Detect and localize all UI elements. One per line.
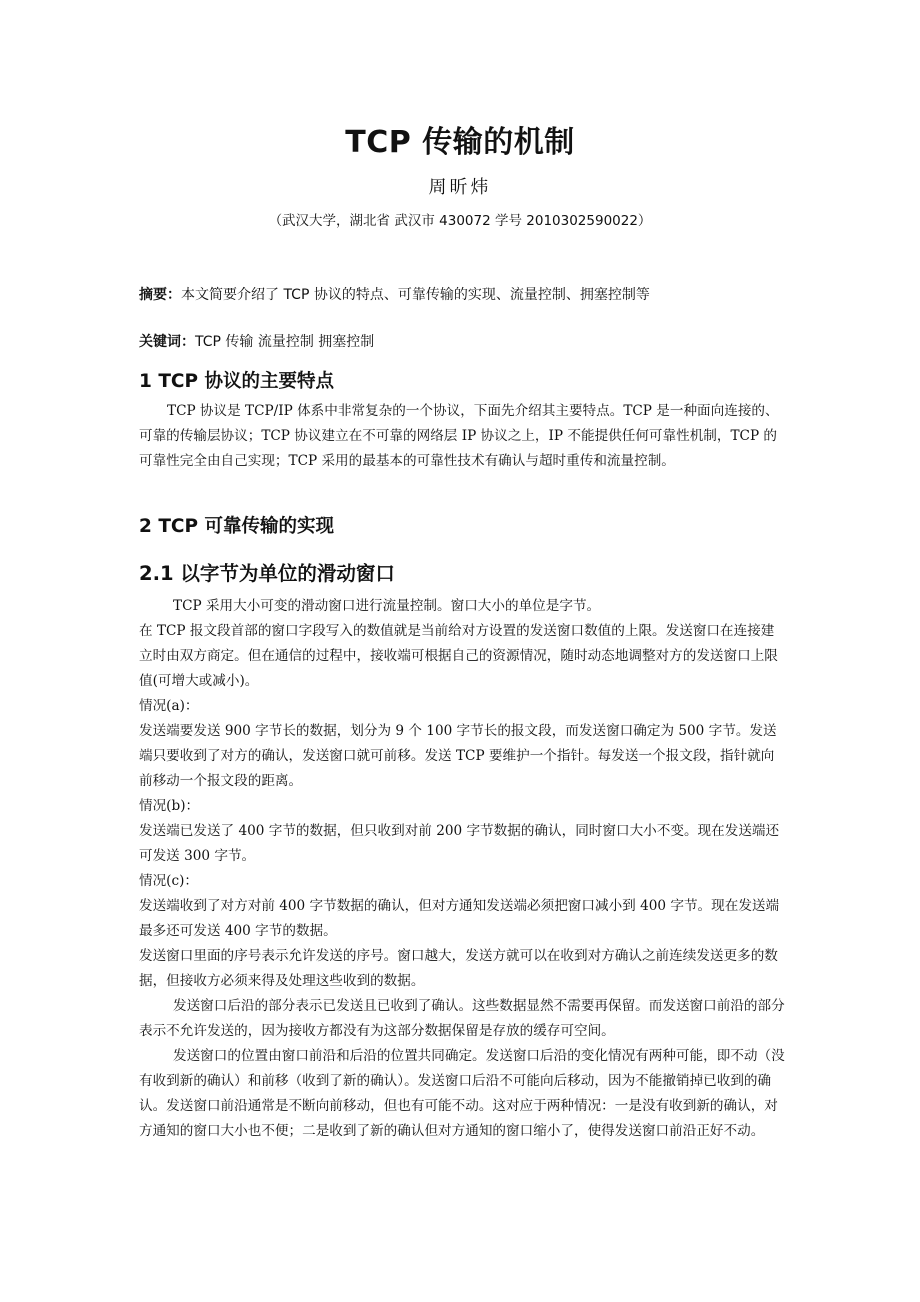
keywords xyxy=(139,331,374,351)
paragraph-window-rear: 发送窗口后沿的部分表示已发送且已收到了确认。这些数据显然不需要再保留。而发送窗口前沿的部分表示不允许发送的，因为接收方都没有为这部分数据保留是存放的缓存可空间。 xyxy=(139,998,785,1039)
section-2-heading: 2 TCP 可靠传输的实现 xyxy=(139,516,335,537)
section-2-1-heading: 2.1 以字节为单位的滑动窗口 xyxy=(139,562,395,585)
abstract xyxy=(139,284,650,304)
paragraph-window-field: 在 TCP 报文段首部的窗口字段写入的数值就是当前给对方设置的发送窗口数值的上限。发送窗口在连接建立时由双方商定。但在通信的过程中，接收端可根据自己的资源情况，随时动态地调整对方的发送窗口上限值(可增大或减小)。 xyxy=(139,623,778,689)
keywords-text: TCP 传输 流量控制 拥塞控制 xyxy=(195,334,375,350)
abstract-label: 摘要： xyxy=(139,287,181,303)
case-b-text: 发送端已发送了 400 字节的数据，但只收到对前 200 字节数据的确认，同时窗口大小不变。现在发送端还可发送 300 字节。 xyxy=(139,823,780,864)
case-c-text: 发送端收到了对方对前 400 字节数据的确认，但对方通知发送端必须把窗口减小到 400 字节。现在发送端最多还可发送 400 字节的数据。 xyxy=(139,898,780,939)
section-1-heading: 1 TCP 协议的主要特点 xyxy=(139,371,335,392)
author-name: 周昕炜 xyxy=(428,177,492,198)
section-1-paragraph: TCP 协议是 TCP/IP 体系中非常复杂的一个协议，下面先介绍其主要特点。TCP 是一种面向连接的、可靠的传输层协议；TCP 协议建立在不可靠的网络层 IP 协议之上，IP 不能提供任何可靠性机制，TCP 的可靠性完全由自己实现；TCP 采用的最基本的可靠性技术有确认与超时重传和流量控制。 xyxy=(139,403,779,469)
abstract-text: 本文简要介绍了 TCP 协议的特点、可靠传输的实现、流量控制、拥塞控制等 xyxy=(181,287,650,303)
paragraph-window-unit: TCP 采用大小可变的滑动窗口进行流量控制。窗口大小的单位是字节。 xyxy=(173,598,601,614)
case-a-text: 发送端要发送 900 字节长的数据，划分为 9 个 100 字节长的报文段，而发送窗口确定为 500 字节。发送端只要收到了对方的确认，发送窗口就可前移。发送 TCP 要维护一个指针。每发送一个报文段，指针就向前移动一个报文段的距离。 xyxy=(139,723,777,789)
paragraph-window-sequence: 发送窗口里面的序号表示允许发送的序号。窗口越大，发送方就可以在收到对方确认之前连续发送更多的数据，但接收方必须来得及处理这些收到的数据。 xyxy=(139,948,778,989)
keywords-label: 关键词： xyxy=(139,334,195,350)
case-a-label: 情况(a)： xyxy=(139,698,199,714)
paper-title: TCP 传输的机制 xyxy=(345,125,575,160)
case-b-label: 情况(b)： xyxy=(139,798,200,814)
paragraph-window-position: 发送窗口的位置由窗口前沿和后沿的位置共同确定。发送窗口后沿的变化情况有两种可能，即不动（没有收到新的确认）和前移（收到了新的确认）。发送窗口后沿不可能向后移动，因为不能撤销掉已收到的确认。发送窗口前沿通常是不断向前移动，但也有可能不动。这对应于两种情况：一是没有收到新的确认，对方通知的窗口大小也不便；二是收到了新的确认但对方通知的窗口缩小了，使得发送窗口前沿正好不动。 xyxy=(139,1048,785,1139)
section-2-1-body xyxy=(139,594,787,1144)
section-1-body xyxy=(139,399,787,474)
case-c-label: 情况(c)： xyxy=(139,873,199,889)
author-affiliation: （武汉大学，湖北省 武汉市 430072 学号 2010302590022） xyxy=(268,213,652,229)
